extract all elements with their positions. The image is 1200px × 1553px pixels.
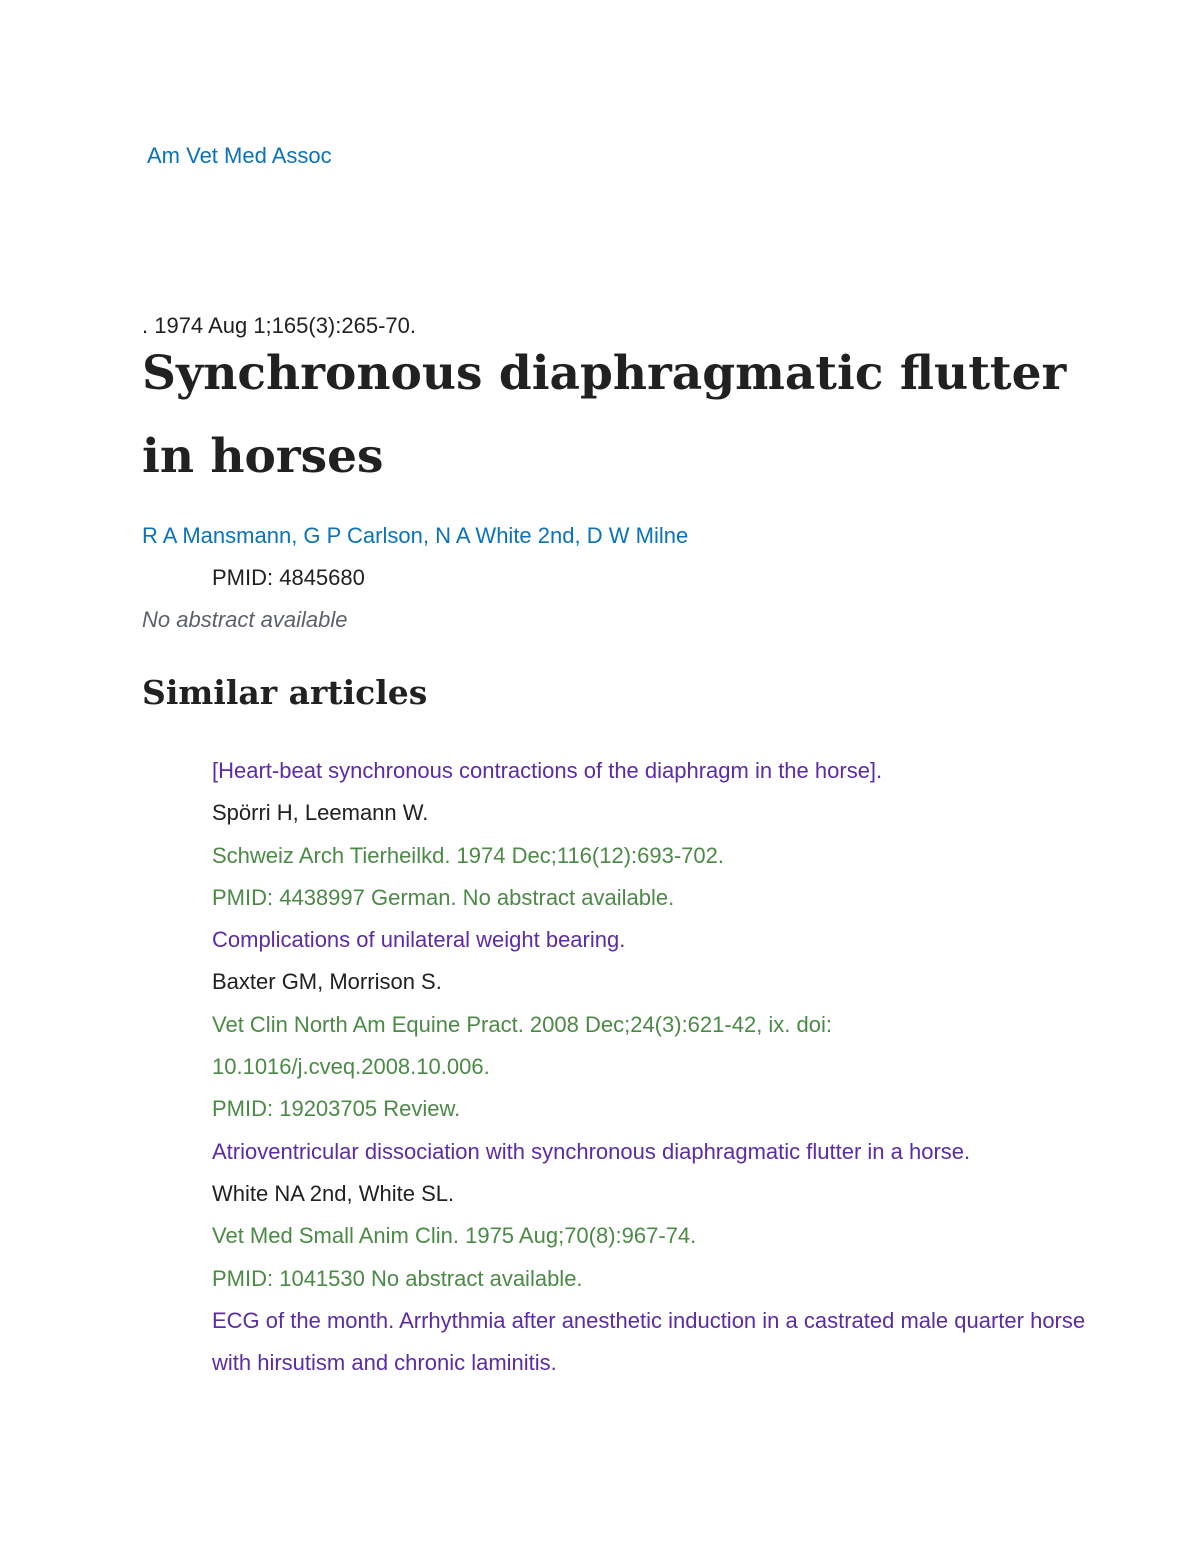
- similar-article-item: [212, 750, 1112, 919]
- pmid-label: PMID: 4845680: [212, 565, 365, 590]
- similar-article-source: Schweiz Arch Tierheilkd. 1974 Dec;116(12):693-702.: [212, 842, 724, 868]
- similar-article-title-link[interactable]: ECG of the month. Arrhythmia after anesthetic induction in a castrated male quarter horse with hirsutism and chronic laminitis.: [212, 1307, 1086, 1376]
- author-link[interactable]: N A White 2nd: [435, 523, 575, 548]
- similar-article-title-link[interactable]: Atrioventricular dissociation with synchronous diaphragmatic flutter in a horse.: [212, 1138, 971, 1164]
- similar-article-pmid: PMID: 19203705 Review.: [212, 1096, 461, 1122]
- author-link[interactable]: D W Milne: [586, 523, 689, 548]
- author-link[interactable]: G P Carlson: [303, 523, 423, 548]
- similar-article-authors: White NA 2nd, White SL.: [212, 1180, 455, 1206]
- author-list: [142, 521, 688, 551]
- journal-link[interactable]: Am Vet Med Assoc: [147, 143, 332, 168]
- no-abstract-note: No abstract available: [142, 607, 348, 632]
- similar-article-authors: Spörri H, Leemann W.: [212, 800, 429, 826]
- author-separator: ,: [422, 523, 436, 548]
- similar-article-pmid: PMID: 4438997 German. No abstract available.: [212, 884, 675, 910]
- article-title: Synchronous diaphragmatic flutter in horses: [142, 346, 1067, 484]
- similar-article-authors: Baxter GM, Morrison S.: [212, 969, 442, 995]
- author-link[interactable]: R A Mansmann: [142, 523, 292, 548]
- similar-article-item: [212, 919, 1112, 1130]
- similar-article-source: Vet Clin North Am Equine Pract. 2008 Dec;24(3):621-42, ix. doi: 10.1016/j.cveq.2008.10.006.: [212, 1011, 832, 1080]
- author-separator: ,: [574, 523, 587, 548]
- similar-articles-heading: Similar articles: [142, 673, 428, 712]
- similar-article-pmid: PMID: 1041530 No abstract available.: [212, 1265, 583, 1291]
- citation-line: . 1974 Aug 1;165(3):265-70.: [142, 313, 416, 338]
- similar-article-item: [212, 1131, 1112, 1300]
- similar-articles-list: [212, 750, 1112, 1384]
- similar-article-title-link[interactable]: [Heart-beat synchronous contractions of the diaphragm in the horse].: [212, 758, 883, 783]
- author-separator: ,: [291, 523, 304, 548]
- similar-article-item: [212, 1300, 1112, 1385]
- similar-article-source: Vet Med Small Anim Clin. 1975 Aug;70(8):967-74.: [212, 1223, 697, 1249]
- similar-article-title-link[interactable]: Complications of unilateral weight bearing.: [212, 927, 626, 953]
